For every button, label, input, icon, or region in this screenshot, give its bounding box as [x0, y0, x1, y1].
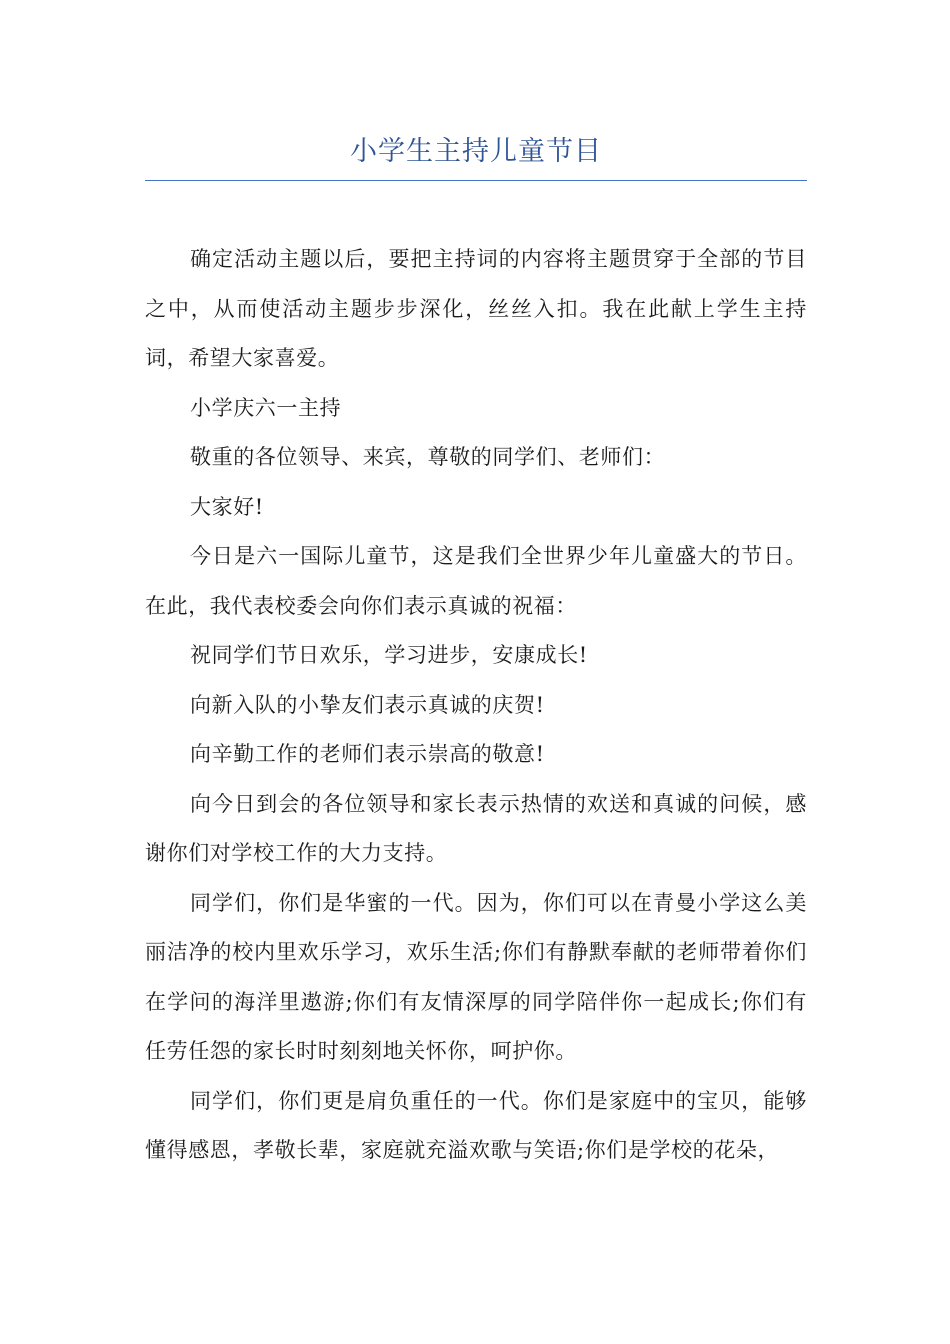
paragraph: 祝同学们节日欢乐，学习进步，安康成长! — [190, 643, 588, 667]
document-title: 小学生主持儿童节目 — [350, 136, 602, 167]
paragraph: 今日是六一国际儿童节，这是我们全世界少年儿童盛大的节日。在此，我代表校委会向你们表示真诚的祝福： — [145, 544, 807, 618]
paragraph: 同学们，你们更是肩负重任的一代。你们是家庭中的宝贝，能够懂得感恩，孝敬长辈，家庭就充溢欢歌与笑语;你们是学校的花朵， — [145, 1088, 807, 1162]
paragraph: 确定活动主题以后，要把主持词的内容将主题贯穿于全部的节目之中，从而使活动主题步步深化，丝丝入扣。我在此献上学生主持词，希望大家喜爱。 — [145, 247, 807, 370]
paragraph: 向新入队的小挚友们表示真诚的庆贺! — [190, 692, 545, 717]
title-underline — [145, 180, 807, 181]
paragraph: 向辛勤工作的老师们表示崇高的敬意! — [190, 742, 545, 766]
paragraph: 大家好! — [190, 494, 264, 519]
document-body — [145, 235, 807, 1176]
paragraph: 向今日到会的各位领导和家长表示热情的欢送和真诚的问候，感谢你们对学校工作的大力支持。 — [145, 791, 807, 865]
paragraph: 敬重的各位领导、来宾，尊敬的同学们、老师们： — [190, 445, 666, 469]
paragraph: 小学庆六一主持 — [190, 395, 342, 420]
paragraph: 同学们，你们是华蜜的一代。因为，你们可以在青曼小学这么美丽洁净的校内里欢乐学习，欢乐生活;你们有静默奉献的老师带着你们在学问的海洋里遨游;你们有友情深厚的同学陪伴你一起成长;你们有任劳任怨的家长时时刻刻地关怀你，呵护你。 — [145, 890, 807, 1063]
